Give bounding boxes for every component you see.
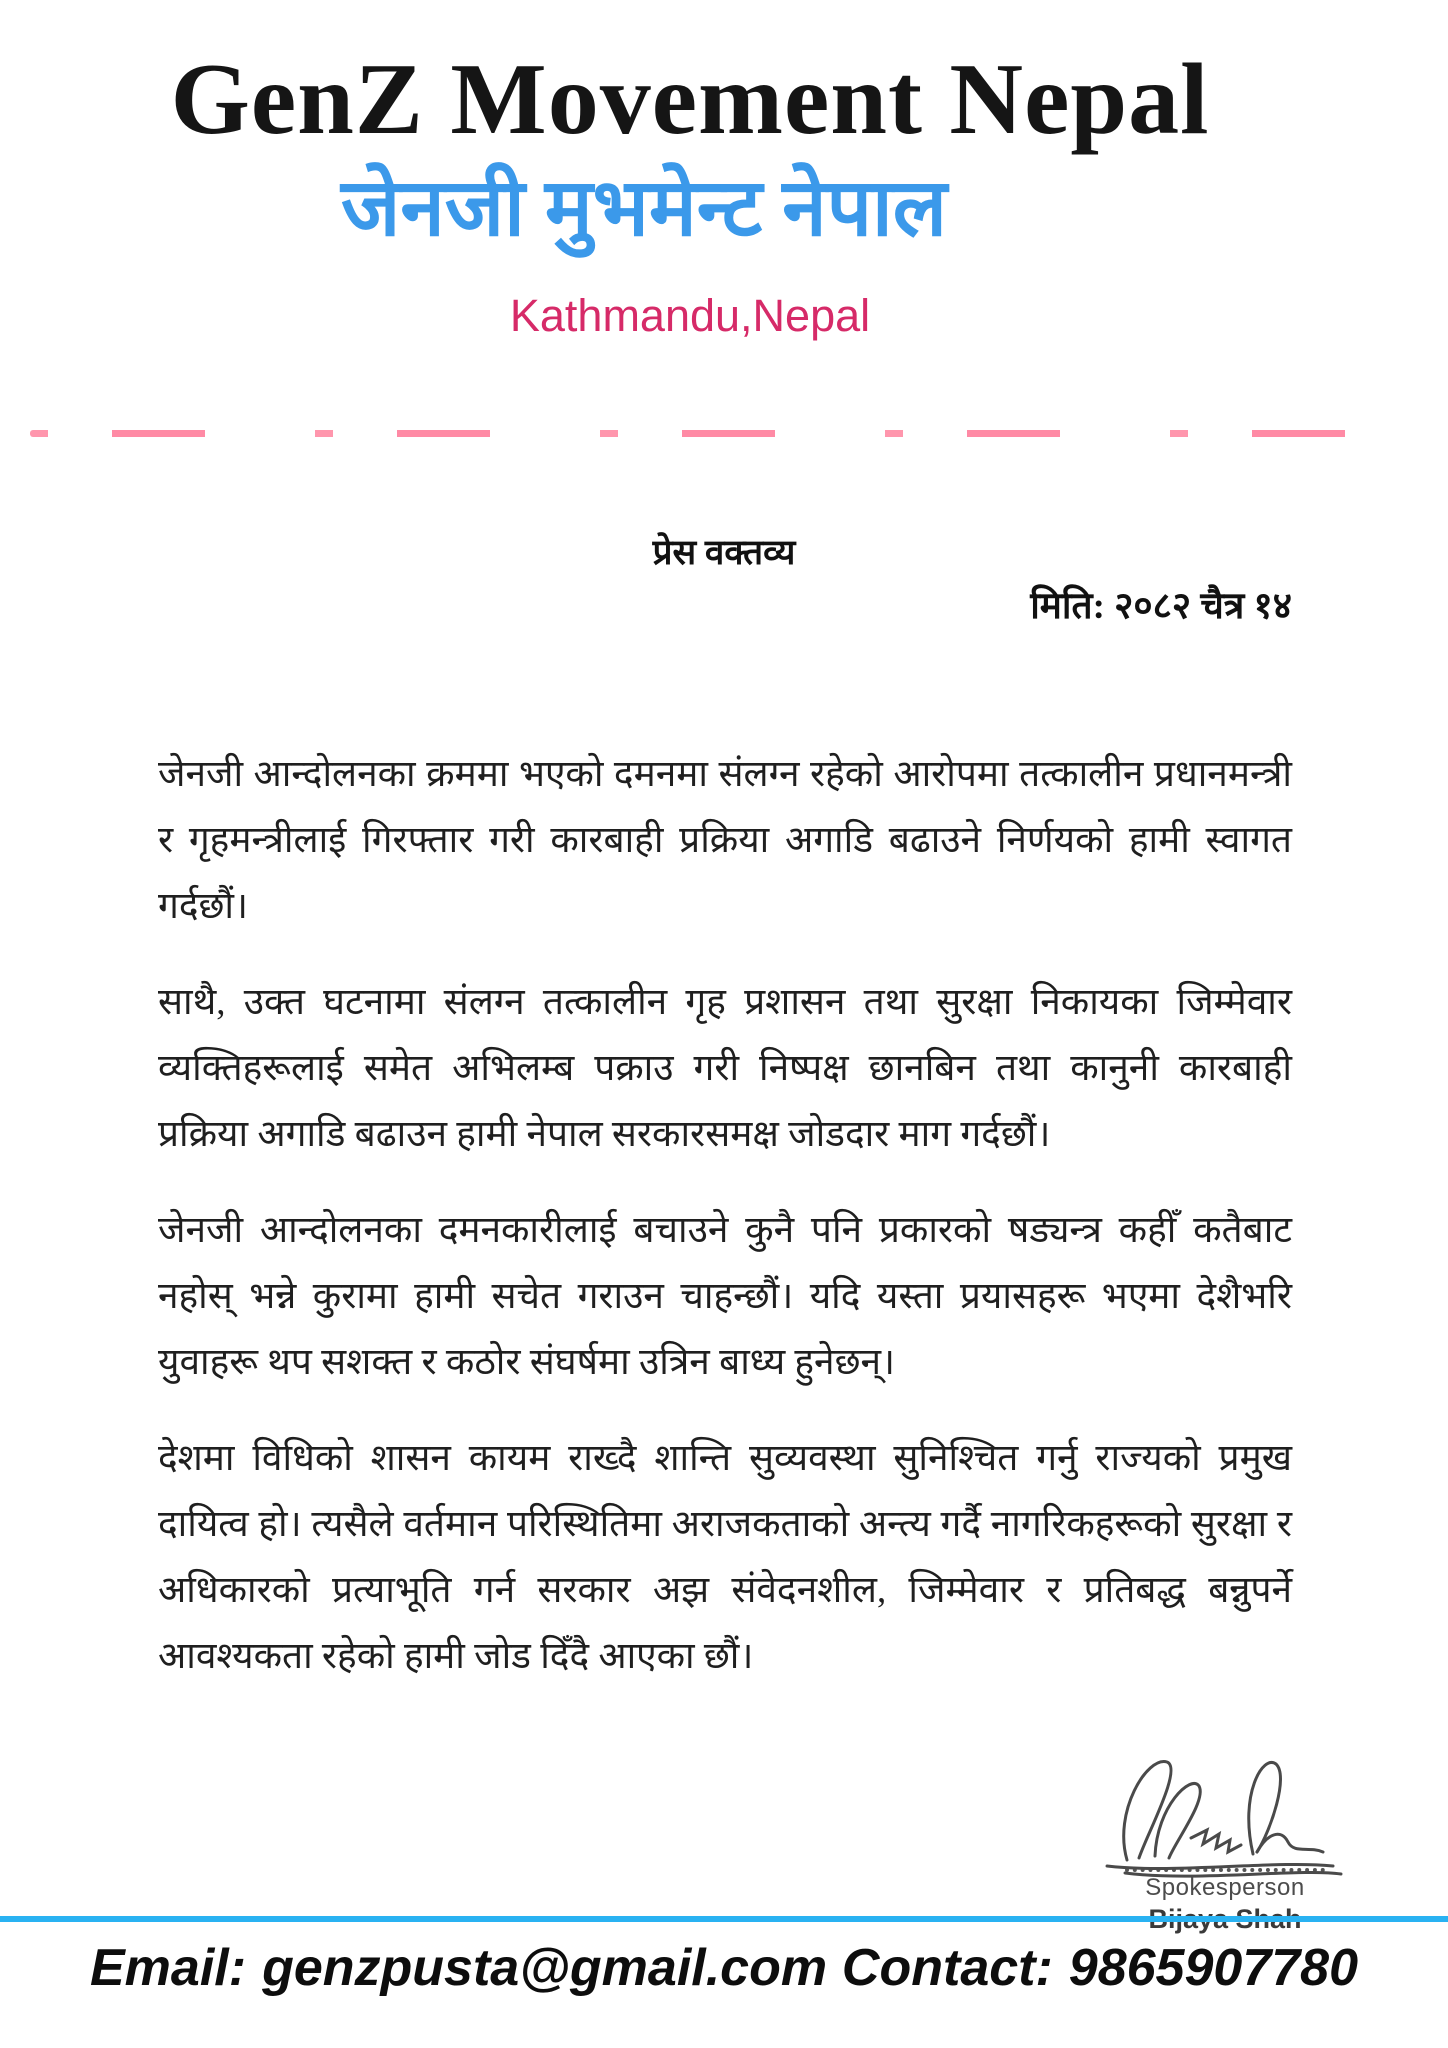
- signatory-role: Spokesperson: [1145, 1874, 1305, 1901]
- org-title-nepali: जेनजी मुभमेन्ट नेपाल: [341, 165, 947, 254]
- footer-divider-line: [0, 1916, 1448, 1922]
- email-label: Email:: [90, 1939, 247, 1997]
- footer-contact: [842, 1938, 1358, 1998]
- statement-body: [158, 742, 1292, 1720]
- org-location: Kathmandu,Nepal: [509, 290, 871, 342]
- press-statement-heading: प्रेस वक्तव्य: [652, 533, 796, 572]
- paragraph-3: जेनजी आन्दोलनका दमनकारीलाई बचाउने कुनै पनि प्रकारको षड्यन्त्र कहीँ कतैबाट नहोस् भन्ने कुरामा हामी सचेत गराउन चाहन्छौं। यदि यस्ता प्रयासहरू भएमा देशैभरि युवाहरू थप सशक्त र कठोर संघर्षमा उत्रिन बाध्य हुनेछन्।: [158, 1210, 1292, 1383]
- org-title-english: GenZ Movement Nepal: [170, 43, 1210, 156]
- pink-dashed-band: [30, 430, 1418, 437]
- signature-block: [1075, 1742, 1375, 1935]
- contact-label: Contact:: [841, 1939, 1053, 1997]
- contact-value: 9865907780: [1068, 1939, 1358, 1997]
- date-line: मिति: २०८२ चैत्र १४: [1030, 586, 1292, 627]
- paragraph-4: देशमा विधिको शासन कायम राख्दै शान्ति सुव्यवस्था सुनिश्चित गर्नु राज्यको प्रमुख दायित्व हो। त्यसैले वर्तमान परिस्थितिमा अराजकताको अन्त्य गर्दै नागरिकहरूको सुरक्षा र अधिकारको प्रत्याभूति गर्न सरकार अझ संवेदनशील, जिम्मेवार र प्रतिबद्ध बन्नुपर्ने आवश्यकता रहेको हामी जोड दिँदै आएका छौं।: [158, 1438, 1292, 1677]
- footer-email: [90, 1938, 827, 1998]
- email-value: genzpusta@gmail.com: [262, 1939, 828, 1997]
- contact-footer: [90, 1938, 1358, 1998]
- signature-image: [1095, 1742, 1355, 1882]
- paragraph-1: जेनजी आन्दोलनका क्रममा भएको दमनमा संलग्न रहेको आरोपमा तत्कालीन प्रधानमन्त्री र गृहमन्त्रीलाई गिरफ्तार गरी कारबाही प्रक्रिया अगाडि बढाउने निर्णयको हामी स्वागत गर्दछौं।: [158, 754, 1292, 927]
- paragraph-2: साथै, उक्त घटनामा संलग्न तत्कालीन गृह प्रशासन तथा सुरक्षा निकायका जिम्मेवार व्यक्तिहरूलाई समेत अभिलम्ब पक्राउ गरी निष्पक्ष छानबिन तथा कानुनी कारबाही प्रक्रिया अगाडि बढाउन हामी नेपाल सरकारसमक्ष जोडदार माग गर्दछौं।: [158, 982, 1292, 1155]
